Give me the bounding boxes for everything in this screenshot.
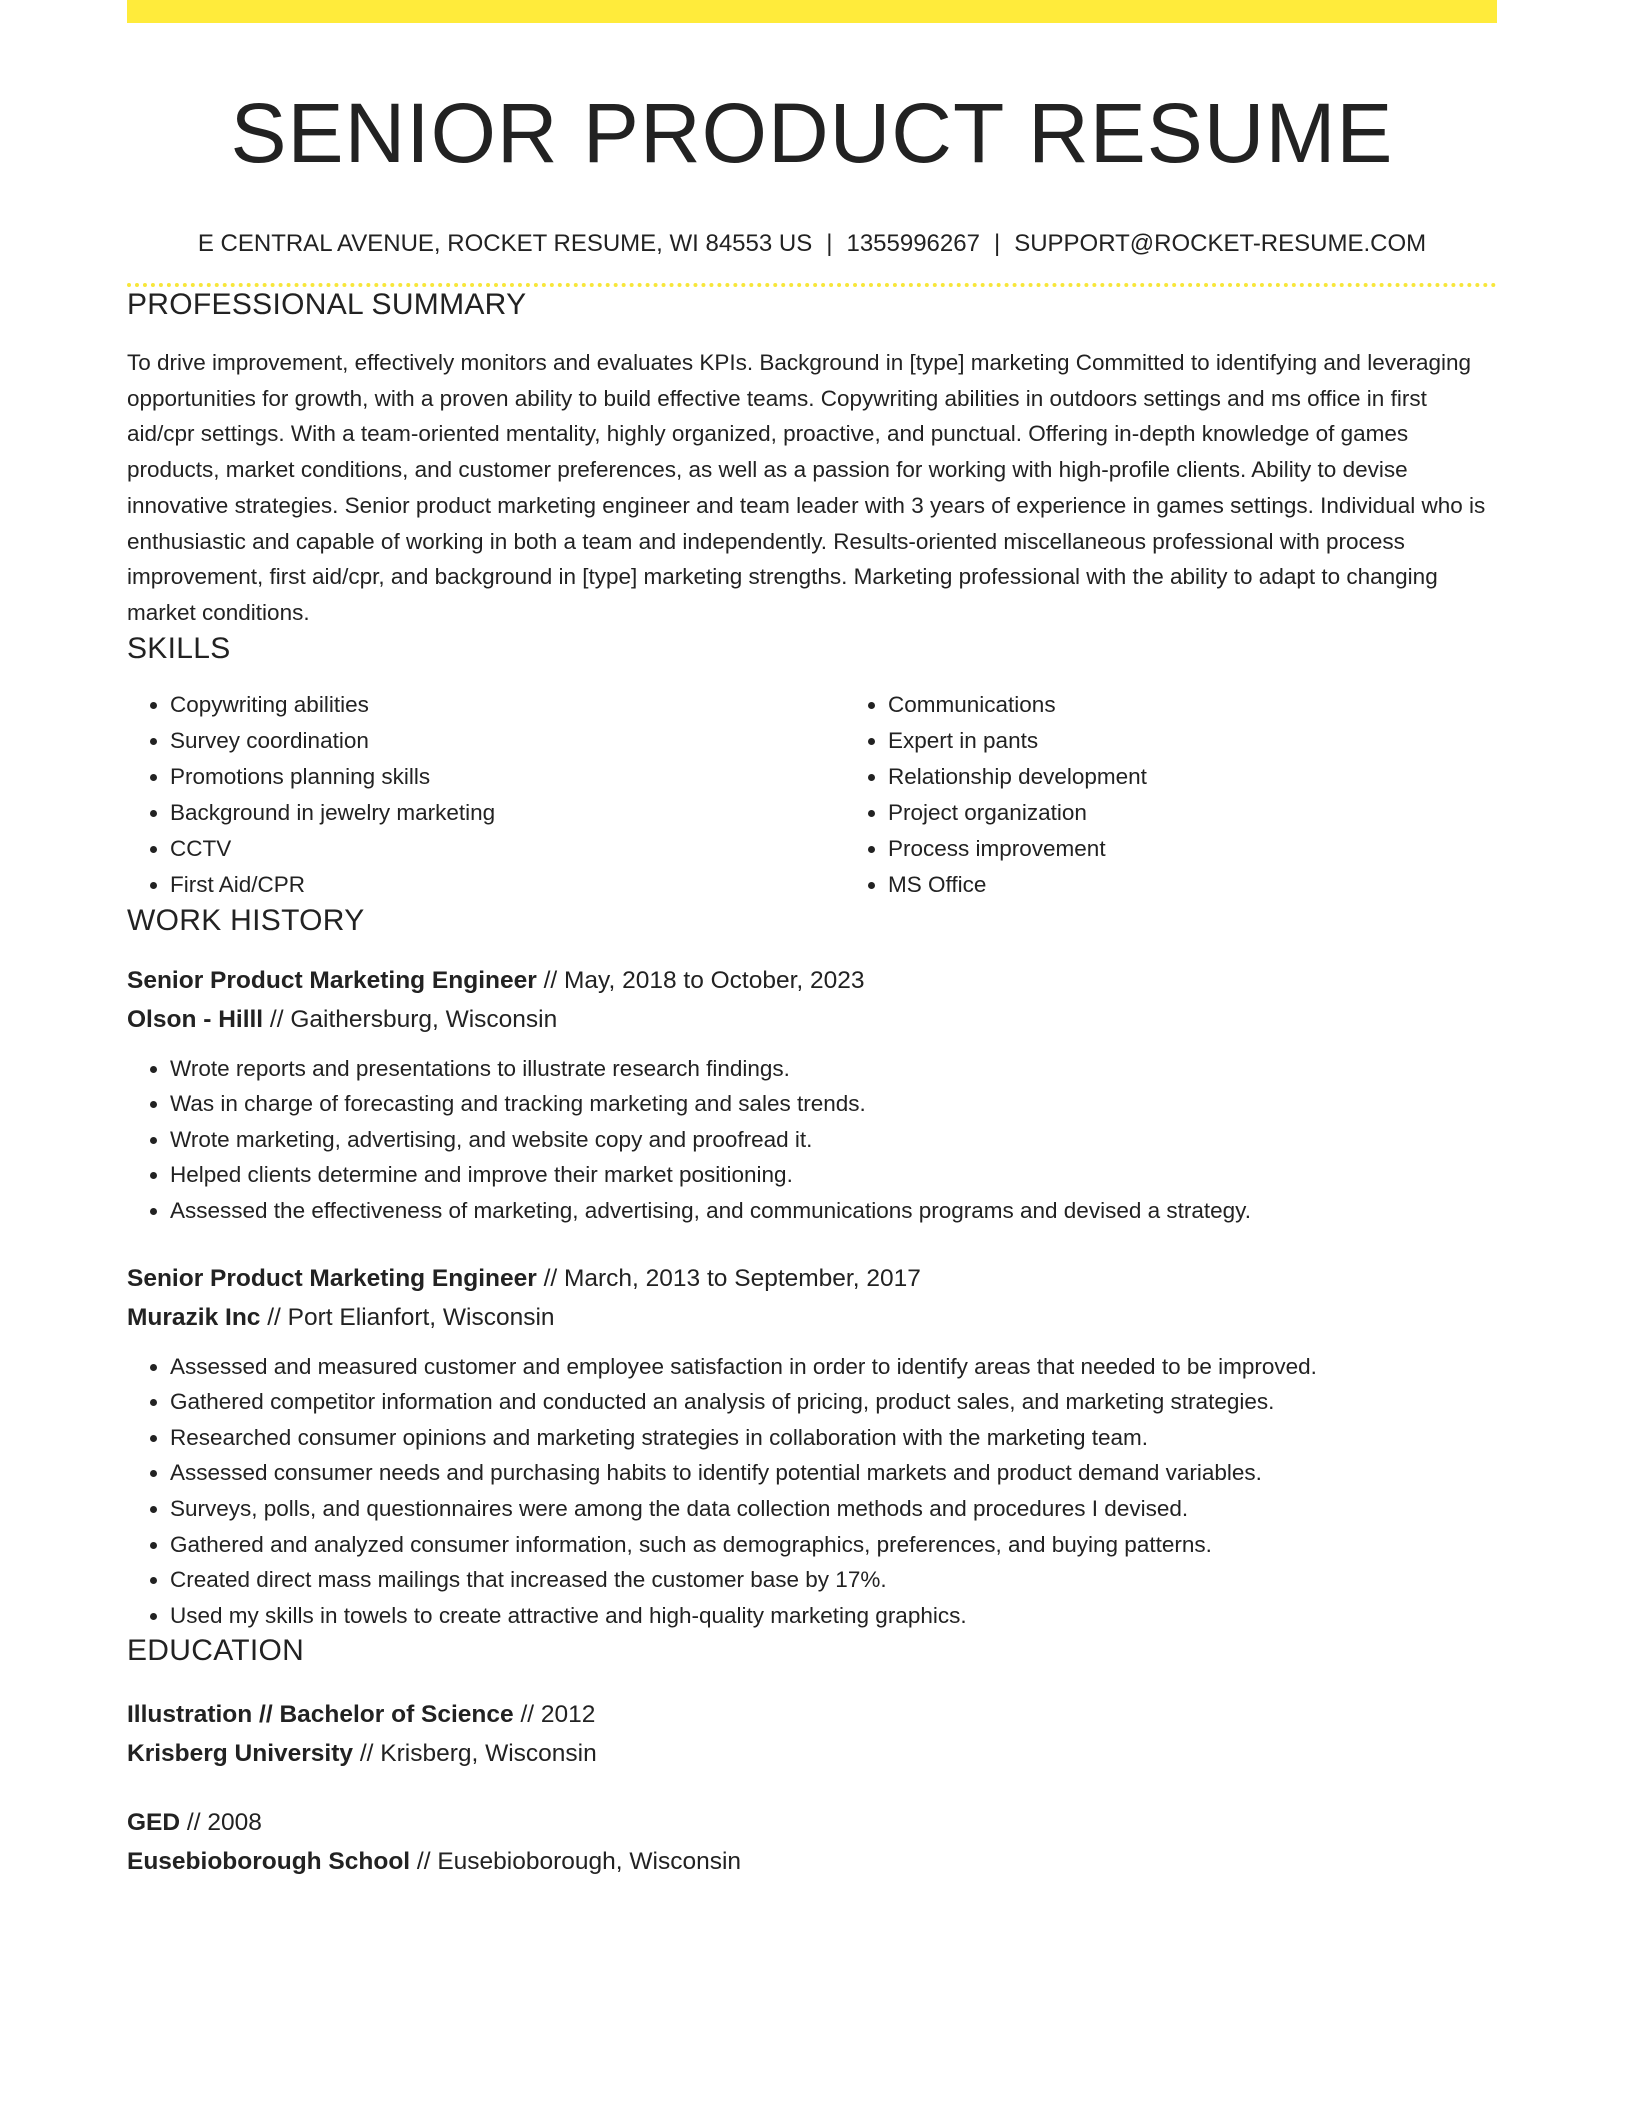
accent-bar xyxy=(127,0,1497,23)
job-company: Olson - Hilll xyxy=(127,1005,264,1033)
summary-text: To drive improvement, effectively monitors and evaluates KPIs. Background in [type] marketing Committed to identifying and leveraging opportunities for growth, with a proven ability to build effective teams. Copywriting abilities in outdoors settings and ms office in first aid/cpr settings. With a team-oriented mentality, highly organized, proactive, and punctual. Offering in-depth knowledge of games products, market conditions, and customer preferences, as well as a passion for working with high-profile clients. Ability to devise innovative strategies. Senior product marketing engineer and team leader with 3 years of experience in games settings. Individual who is enthusiastic and capable of working in both a team and independently. Results-oriented miscellaneous professional with process improvement, first aid/cpr, and background in [type] marketing strengths. Marketing professional with the ability to adapt to changing market conditions. xyxy=(127,350,1486,625)
school-location: // Krisberg, Wisconsin xyxy=(353,1740,597,1768)
list-item: • Surveys, polls, and questionnaires were among the data collection methods and procedures I devised. xyxy=(170,1491,1497,1527)
skill-item: • Relationship development xyxy=(888,759,1448,795)
skill-item: • Project organization xyxy=(888,795,1448,831)
contact-separator: | xyxy=(993,230,1001,257)
contact-separator: | xyxy=(826,230,833,257)
phone: 1355996267 xyxy=(846,230,980,257)
skill-item: • Promotions planning skills xyxy=(170,759,845,795)
job-role: Senior Product Marketing Engineer xyxy=(127,1264,537,1292)
school-line xyxy=(127,1842,1497,1881)
job-company: Murazik Inc xyxy=(127,1303,261,1331)
list-item: • Gathered competitor information and conducted an analysis of pricing, product sales, and marketing strategies. xyxy=(170,1384,1497,1420)
skills-left-column xyxy=(127,687,845,903)
skill-item: • Process improvement xyxy=(888,831,1448,867)
degree-line xyxy=(127,1803,1497,1842)
degree-line xyxy=(127,1695,1497,1734)
address: E CENTRAL AVENUE, ROCKET RESUME, WI 84553 US xyxy=(197,230,813,257)
skills-heading: SKILLS xyxy=(127,631,231,665)
list-item: • Used my skills in towels to create attractive and high-quality marketing graphics. xyxy=(170,1598,1497,1634)
job-entry xyxy=(127,1259,1497,1337)
job-location: // Port Elianfort, Wisconsin xyxy=(260,1303,555,1331)
job-bullets xyxy=(127,1051,1497,1229)
job-dates: // May, 2018 to October, 2023 xyxy=(536,966,865,994)
degree-year: // 2012 xyxy=(513,1701,596,1729)
job-entry xyxy=(127,961,1497,1039)
list-item: • Was in charge of forecasting and tracking marketing and sales trends. xyxy=(170,1086,1497,1122)
degree: Illustration // Bachelor of Science xyxy=(127,1701,514,1729)
list-item: • Wrote reports and presentations to illustrate research findings. xyxy=(170,1051,1497,1087)
job-title-line xyxy=(127,961,1497,1000)
degree-year: // 2008 xyxy=(180,1809,262,1837)
list-item: • Gathered and analyzed consumer information, such as demographics, preferences, and buying patterns. xyxy=(170,1527,1497,1563)
school-line xyxy=(127,1734,1497,1773)
contact-line xyxy=(127,229,1497,259)
skill-item: • First Aid/CPR xyxy=(170,867,845,903)
list-item: • Assessed the effectiveness of marketing, advertising, and communications programs and devised a strategy. xyxy=(170,1193,1497,1229)
skills-right-column xyxy=(845,687,1448,903)
skill-item: • Expert in pants xyxy=(888,723,1448,759)
skill-item: • Survey coordination xyxy=(170,723,845,759)
list-item: • Researched consumer opinions and marketing strategies in collaboration with the marketing team. xyxy=(170,1420,1497,1456)
list-item: • Helped clients determine and improve their market positioning. xyxy=(170,1157,1497,1193)
list-item: • Assessed consumer needs and purchasing habits to identify potential markets and product demand variables. xyxy=(170,1455,1497,1491)
work-history-heading: WORK HISTORY xyxy=(127,903,365,937)
list-item: • Assessed and measured customer and employee satisfaction in order to identify areas that needed to be improved. xyxy=(170,1349,1497,1385)
skills-grid xyxy=(127,687,1497,903)
job-location: // Gaithersburg, Wisconsin xyxy=(263,1005,558,1033)
summary-heading: PROFESSIONAL SUMMARY xyxy=(127,288,527,321)
school: Eusebioborough School xyxy=(127,1848,411,1876)
education-entry xyxy=(127,1695,1497,1773)
job-title-line xyxy=(127,1259,1497,1298)
resume-page xyxy=(127,0,1497,1881)
skill-item: • Copywriting abilities xyxy=(170,687,845,723)
skill-item: • MS Office xyxy=(888,867,1448,903)
school-location: // Eusebioborough, Wisconsin xyxy=(410,1848,742,1876)
job-role: Senior Product Marketing Engineer xyxy=(127,966,537,994)
list-item: • Wrote marketing, advertising, and website copy and proofread it. xyxy=(170,1122,1497,1158)
job-company-line xyxy=(127,1298,1497,1337)
education-entry xyxy=(127,1803,1497,1881)
school: Krisberg University xyxy=(127,1740,354,1768)
skill-item: • Background in jewelry marketing xyxy=(170,795,845,831)
list-item: • Created direct mass mailings that increased the customer base by 17%. xyxy=(170,1562,1497,1598)
email: SUPPORT@ROCKET-RESUME.COM xyxy=(1014,230,1427,257)
skill-item: • CCTV xyxy=(170,831,845,867)
job-bullets xyxy=(127,1349,1497,1634)
education-heading: EDUCATION xyxy=(127,1634,305,1668)
job-company-line xyxy=(127,1000,1497,1039)
degree: GED xyxy=(127,1809,181,1837)
skill-item: • Communications xyxy=(888,687,1448,723)
resume-title: SENIOR PRODUCT RESUME xyxy=(230,86,1394,180)
job-dates: // March, 2013 to September, 2017 xyxy=(536,1264,921,1292)
